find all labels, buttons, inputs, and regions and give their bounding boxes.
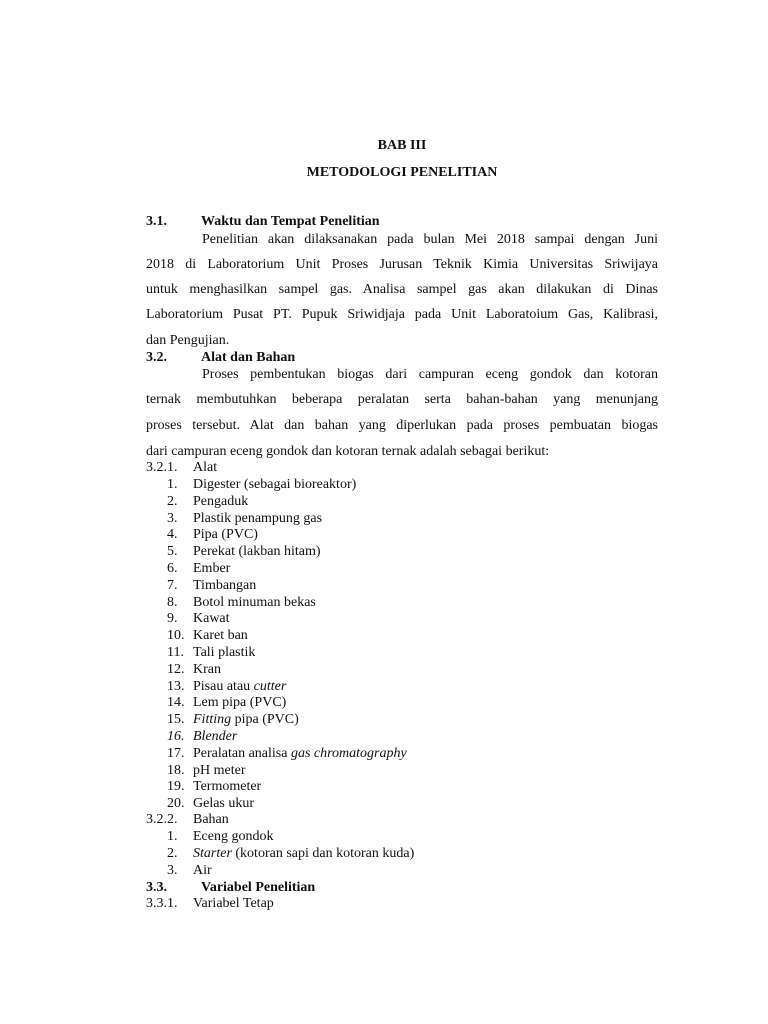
list-item-text: Eceng gondok bbox=[193, 829, 274, 844]
list-item-text: Tali plastik bbox=[193, 645, 256, 660]
list-item bbox=[167, 628, 248, 644]
subsection-number: 3.3.1. bbox=[146, 896, 178, 911]
list-item bbox=[167, 846, 414, 862]
list-item-text-tail: pipa (PVC) bbox=[231, 712, 299, 728]
list-item-number: 15. bbox=[167, 712, 185, 728]
list-item bbox=[167, 578, 256, 594]
section-heading-3-3 bbox=[146, 880, 315, 896]
list-item-number: 9. bbox=[167, 611, 178, 627]
list-item-text: Karet ban bbox=[193, 628, 248, 644]
subsection-title: Bahan bbox=[193, 812, 229, 827]
paragraph-line: dan Pengujian. bbox=[146, 333, 230, 348]
list-item bbox=[167, 746, 407, 762]
list-item-number: 8. bbox=[167, 594, 178, 610]
list-item-italic-text: Blender bbox=[193, 729, 238, 744]
list-item-number: 7. bbox=[167, 577, 178, 593]
list-item-number: 2. bbox=[167, 845, 178, 861]
list-item-number: 18. bbox=[167, 762, 185, 778]
list-item-text: Perekat (lakban hitam) bbox=[193, 544, 321, 560]
list-item-number: 6. bbox=[167, 561, 178, 576]
list-item bbox=[167, 796, 254, 812]
list-item-italic-text: cutter bbox=[253, 678, 287, 694]
subsection-title: Alat bbox=[193, 460, 218, 475]
subsection-title: Variabel Tetap bbox=[193, 896, 274, 911]
list-item bbox=[167, 763, 245, 779]
list-item-number: 1. bbox=[167, 477, 178, 492]
list-item-number: 17. bbox=[167, 745, 185, 761]
list-item-text: Pisau atau bbox=[193, 678, 254, 694]
list-item-text: Botol minuman bekas bbox=[193, 594, 316, 610]
list-item bbox=[167, 829, 273, 845]
list-item bbox=[167, 511, 322, 527]
list-item bbox=[167, 527, 258, 543]
list-item-text-tail: (kotoran sapi dan kotoran kuda) bbox=[231, 845, 415, 861]
list-item bbox=[167, 729, 237, 745]
subsection-number: 3.2.1. bbox=[146, 460, 178, 475]
list-item-text: Digester (sebagai bioreaktor) bbox=[193, 477, 357, 492]
paragraph-line: proses tersebut. Alat dan bahan yang diperlukan pada proses pembuatan biogas bbox=[146, 418, 658, 433]
list-item-italic-text: gas chromatography bbox=[290, 745, 407, 761]
list-item-number: 3. bbox=[167, 862, 178, 878]
list-item bbox=[167, 695, 286, 711]
list-item-number: 5. bbox=[167, 544, 178, 560]
list-item bbox=[167, 494, 248, 510]
list-item-text: Ember bbox=[193, 561, 231, 576]
list-item-text: pH meter bbox=[193, 762, 246, 778]
list-item-number: 11. bbox=[167, 645, 184, 660]
list-item-text: Gelas ukur bbox=[193, 796, 255, 812]
paragraph-line: untuk menghasilkan sampel gas. Analisa sampel gas akan dilakukan di Dinas bbox=[146, 282, 658, 297]
paragraph-line: dari campuran eceng gondok dan kotoran ternak adalah sebagai berikut: bbox=[146, 444, 550, 459]
list-item-text: Timbangan bbox=[193, 577, 257, 593]
list-item bbox=[167, 779, 261, 795]
list-item-number: 20. bbox=[167, 796, 185, 812]
list-item bbox=[167, 611, 230, 627]
list-item-text: Termometer bbox=[193, 779, 262, 795]
paragraph-line: ternak membutuhkan beberapa peralatan serta bahan-bahan yang menunjang bbox=[146, 392, 658, 407]
list-item-number: 16. bbox=[167, 729, 185, 744]
section-number: 3.2. bbox=[146, 350, 167, 365]
subsection-number: 3.2.2. bbox=[146, 812, 178, 827]
paragraph-line: Penelitian akan dilaksanakan pada bulan Mei 2018 sampai dengan Juni bbox=[202, 232, 658, 247]
subsection-3-2-1 bbox=[146, 460, 217, 476]
list-item bbox=[167, 645, 255, 661]
list-item bbox=[167, 662, 221, 678]
chapter-label: BAB III bbox=[377, 138, 427, 153]
subsection-3-2-2 bbox=[146, 812, 229, 828]
list-item-number: 4. bbox=[167, 527, 178, 543]
list-item-text: Kran bbox=[193, 661, 221, 677]
list-item-number: 1. bbox=[167, 829, 178, 844]
list-item-italic-text: Fitting bbox=[193, 712, 232, 728]
section-title: Alat dan Bahan bbox=[201, 350, 296, 365]
list-item-text: Pipa (PVC) bbox=[193, 527, 258, 543]
list-item-number: 14. bbox=[167, 695, 185, 711]
paragraph-line: 2018 di Laboratorium Unit Proses Jurusan Teknik Kimia Universitas Sriwijaya bbox=[146, 257, 658, 272]
list-item-text: Pengaduk bbox=[193, 493, 249, 509]
paragraph-line: Laboratorium Pusat PT. Pupuk Sriwidjaja pada Unit Laboratoium Gas, Kalibrasi, bbox=[146, 307, 658, 322]
paragraph-line: Proses pembentukan biogas dari campuran eceng gondok dan kotoran bbox=[202, 367, 658, 382]
list-item-number: 19. bbox=[167, 779, 185, 795]
subsection-3-3-1 bbox=[146, 896, 274, 912]
list-item-text: Lem pipa (PVC) bbox=[193, 695, 287, 711]
section-title: Variabel Penelitian bbox=[201, 880, 316, 895]
section-title: Waktu dan Tempat Penelitian bbox=[201, 214, 380, 229]
list-item bbox=[167, 595, 316, 611]
list-item-text: Air bbox=[193, 862, 212, 878]
section-heading-3-2 bbox=[146, 350, 295, 366]
list-item-number: 13. bbox=[167, 678, 185, 694]
list-item-number: 2. bbox=[167, 493, 178, 509]
list-item bbox=[167, 544, 321, 560]
list-item-italic-text: Starter bbox=[193, 845, 232, 861]
section-heading-3-1 bbox=[146, 214, 380, 230]
list-item-number: 3. bbox=[167, 510, 178, 526]
list-item bbox=[167, 863, 212, 879]
list-item-number: 12. bbox=[167, 661, 185, 677]
list-item bbox=[167, 679, 286, 695]
list-item-text: Peralatan analisa bbox=[193, 745, 291, 761]
chapter-title: METODOLOGI PENELITIAN bbox=[306, 165, 498, 180]
list-item-text: Plastik penampung gas bbox=[193, 510, 323, 526]
list-item-text: Kawat bbox=[193, 611, 230, 627]
list-item-number: 10. bbox=[167, 628, 185, 644]
list-item bbox=[167, 561, 230, 577]
list-item bbox=[167, 477, 356, 493]
list-item bbox=[167, 712, 299, 728]
section-number: 3.3. bbox=[146, 880, 167, 895]
section-number: 3.1. bbox=[146, 214, 167, 229]
